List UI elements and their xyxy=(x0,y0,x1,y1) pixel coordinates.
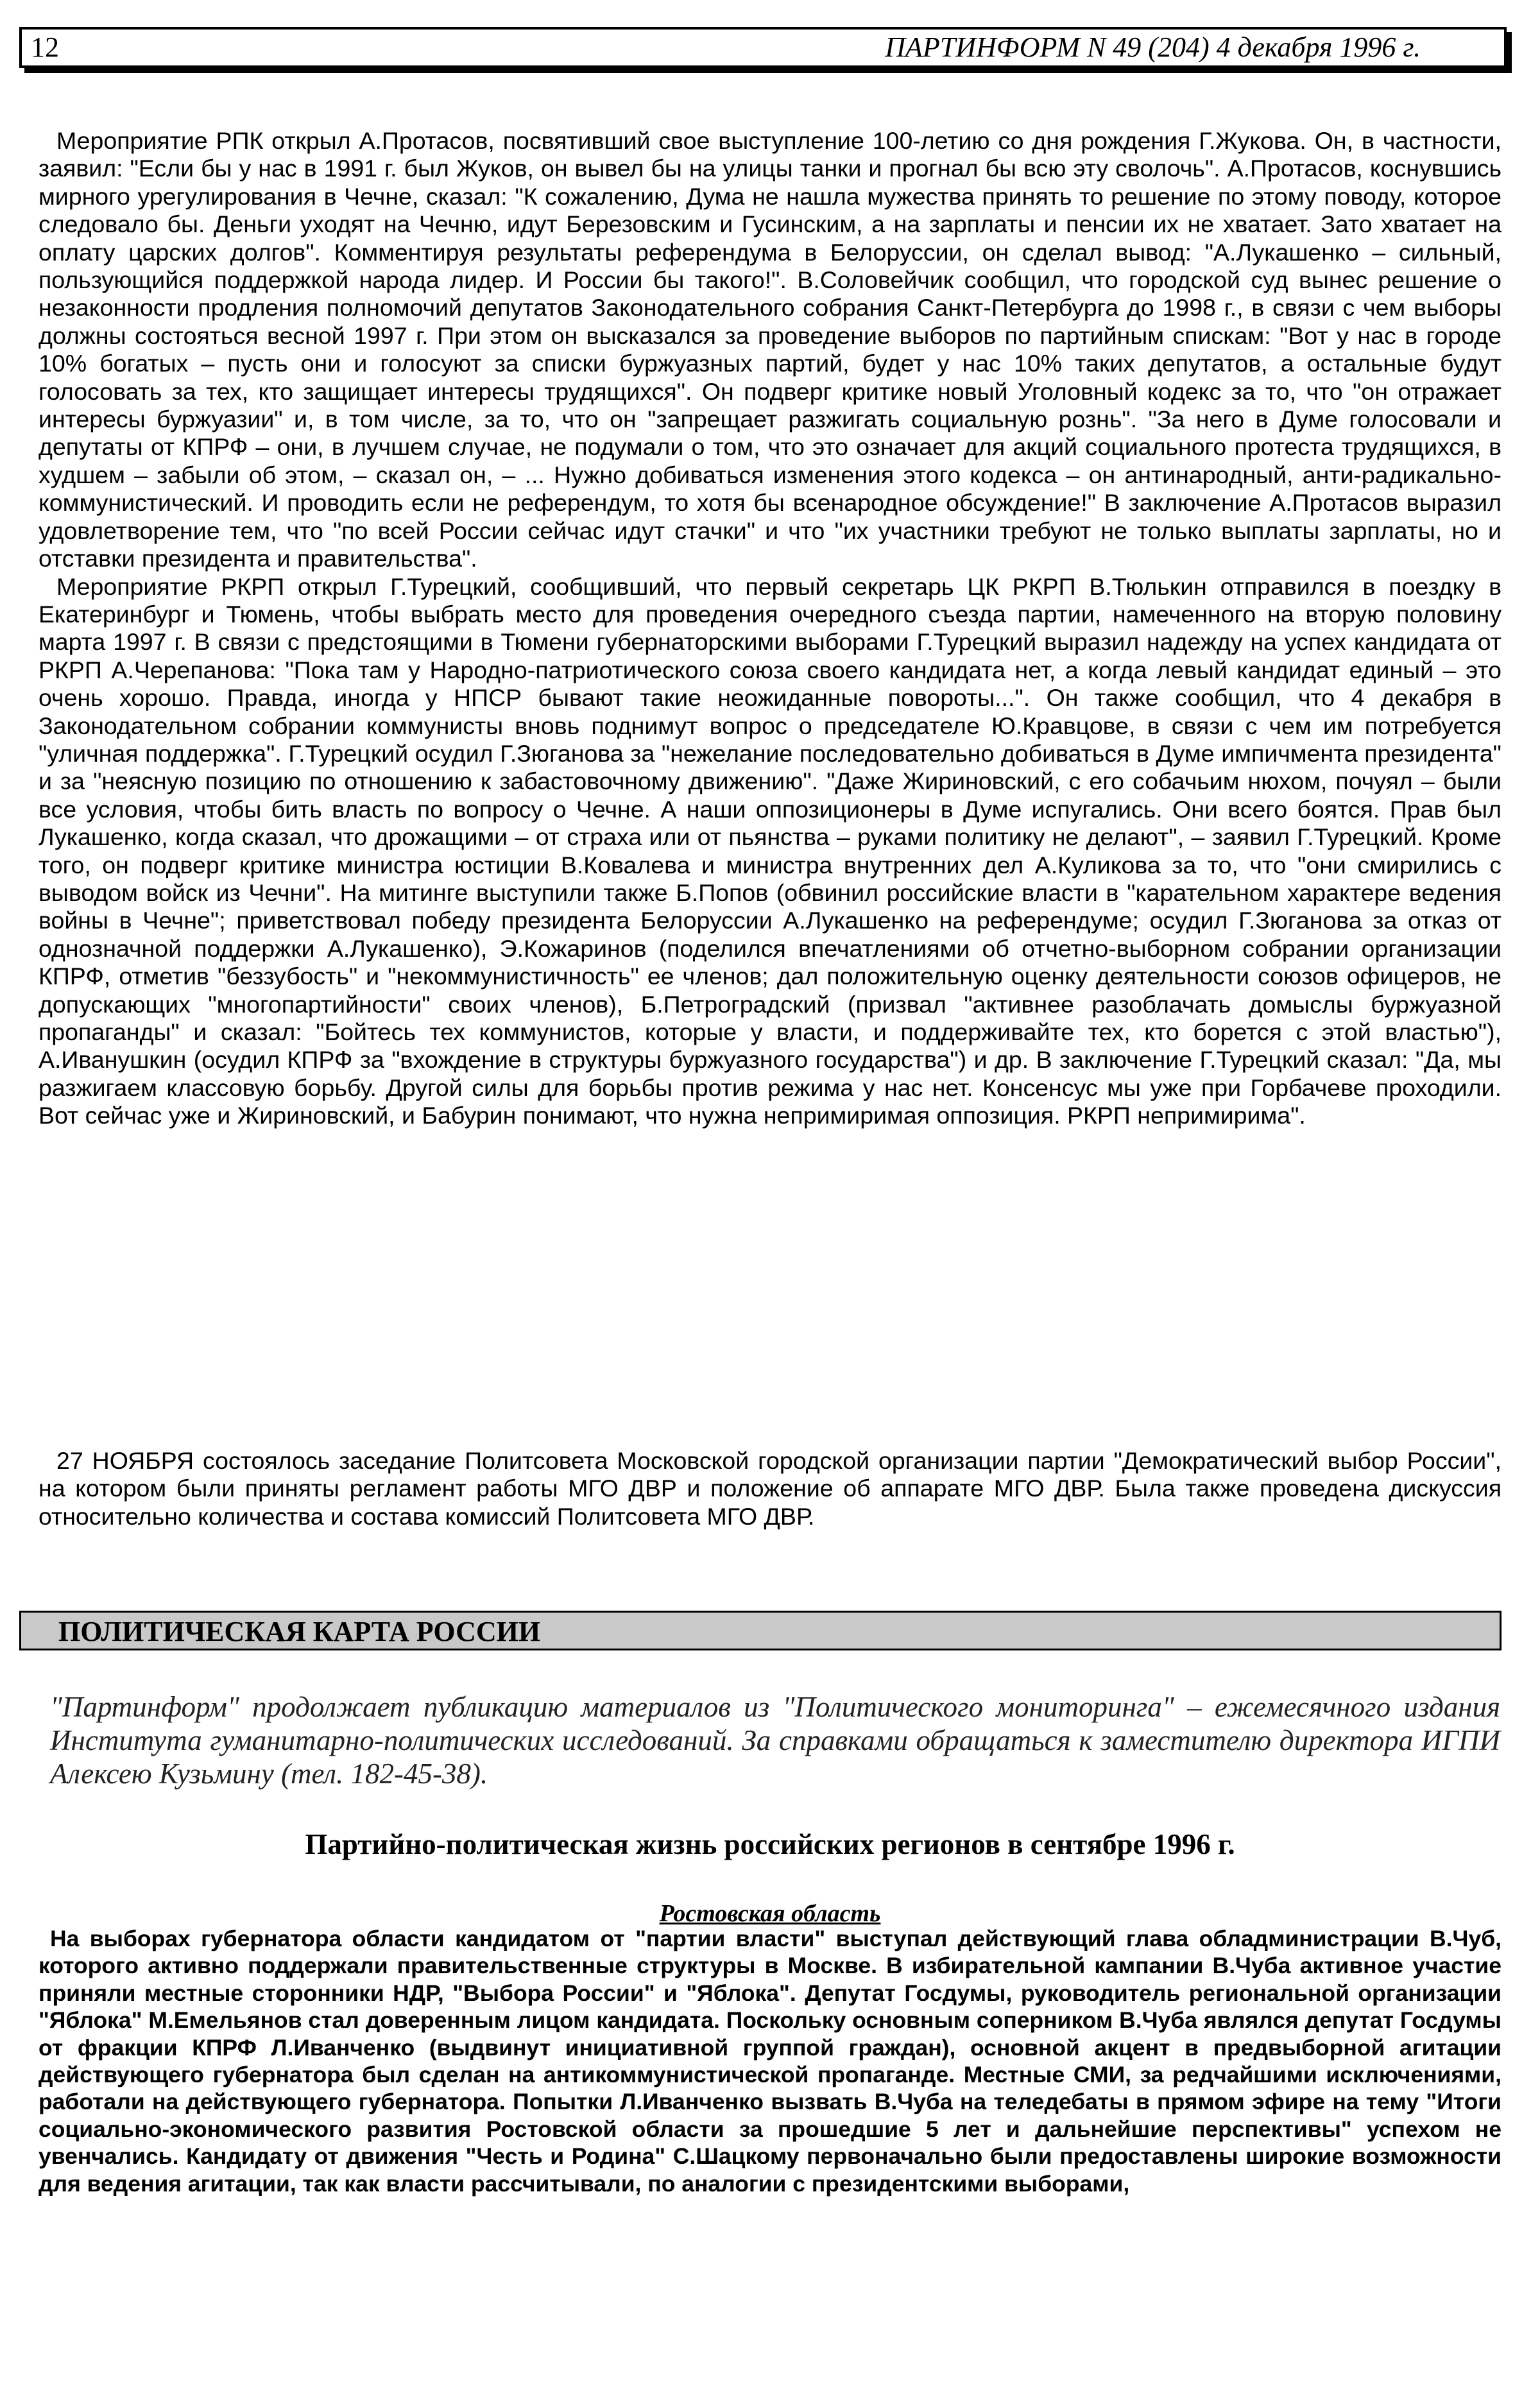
article-block-dvr xyxy=(38,1447,1502,1530)
article-block-rpk-rkrp xyxy=(38,127,1502,1130)
section-intro: "Партинформ" продолжает публикацию материалов из "Политического мониторинга" – ежемесячного издания Института гуманитарно-политических исследований. За справками обращаться к заместителю директора ИГПИ Алексею Кузьмину (тел. 182-45-38). xyxy=(50,1691,1500,1790)
publication-title: ПАРТИНФОРМ N 49 (204) 4 декабря 1996 г. xyxy=(885,31,1421,63)
article-subheading: Партийно-политическая жизнь российских регионов в сентябре 1996 г. xyxy=(305,1828,1235,1860)
section-heading-bar xyxy=(19,1611,1502,1650)
region-title: Ростовская область xyxy=(659,1900,881,1927)
paragraph-dvr: 27 НОЯБРЯ состоялось заседание Политсовета Московской городской организации партии "Демократический выбор России", на котором были приняты регламент работы МГО ДВР и положение об аппарате МГО ДВР. Была также проведена дискуссия относительно количества и состава комиссий Политсовета МГО ДВР. xyxy=(38,1447,1502,1530)
region-paragraph: На выборах губернатора области кандидатом от "партии власти" выступал действующий глава обладминистрации В.Чуб, которого активно поддержали правительственные структуры в Москве. В избирательной кампании В.Чуба активное участие приняли местные сторонники НДР, "Выбора России" и "Яблока". Депутат Госдумы, руководитель региональной организации "Яблока" М.Емельянов стал доверенным лицом кандидата. Поскольку основным соперником В.Чуба являлся депутат Госдумы от фракции КПРФ Л.Иванченко (выдвинут инициативной группой граждан), основной акцент в предвыборной агитации действующего губернатора был сделан на антикоммунистической пропаганде. Местные СМИ, за редчайшими исключениями, работали на действующего губернатора. Попытки Л.Иванченко вызвать В.Чуба на теледебаты в прямом эфире на тему "Итоги социально-экономического развития Ростовской области за прошедшие 5 лет и дальнейшие перспективы" успехом не увенчались. Кандидату от движения "Честь и Родина" С.Шацкому первоначально были предоставлены широкие возможности для ведения агитации, так как власти рассчитывали, по аналогии с президентскими выборами, xyxy=(38,1926,1502,2197)
region-article xyxy=(38,1925,1502,2197)
page-header xyxy=(19,27,1507,68)
paragraph-rpk: Мероприятие РПК открыл А.Протасов, посвятивший свое выступление 100-летию со дня рождения Г.Жукова. Он, в частности, заявил: "Если бы у нас в 1991 г. был Жуков, он вывел бы на улицы танки и прогнал бы всю эту сволочь". А.Протасов, коснувшись мирного урегулирования в Чечне, сказал: "К сожалению, Дума не нашла мужества принять то решение по этому поводу, которое следовало бы. Деньги уходят на Чечню, идут Березовским и Гусинским, а на зарплаты и пенсии их не хватает. Зато хватает на оплату царских долгов". Комментируя результаты референдума в Белоруссии, он сделал вывод: "А.Лукашенко – сильный, пользующийся поддержкой народа лидер. И России бы такого!". В.Соловейчик сообщил, что городской суд вынес решение о незаконности продления полномочий депутатов Законодательного собрания Санкт-Петербурга до 1998 г., в связи с чем выборы должны состояться весной 1997 г. При этом он высказался за проведение выборов по партийным спискам: "Вот у нас в городе 10% богатых – пусть они и голосуют за списки буржуазных партий, будет у нас 10% таких депутатов, а остальные будут голосовать за тех, кто защищает интересы трудящихся". Он подверг критике новый Уголовный кодекс за то, что "он отражает интересы буржуазии" и, в том числе, за то, что он "запрещает разжигать социальную рознь". "За него в Думе голосовали и депутаты от КПРФ – они, в лучшем случае, не подумали о том, что это означает для акций социального протеста трудящихся, в худшем – забыли об этом, – сказал он, – ... Нужно добиваться изменения этого кодекса – он антинародный, анти-радикально-коммунистический. И проводить если не референдум, то хотя бы всенародное обсуждение!" В заключение А.Протасов выразил удовлетворение тем, что "по всей России сейчас идут стачки" и что "их участники требуют не только выплаты зарплаты, но и отставки президента и правительства". xyxy=(38,127,1502,572)
paragraph-rkrp: Мероприятие РКРП открыл Г.Турецкий, сообщивший, что первый секретарь ЦК РКРП В.Тюлькин отправился в поездку в Екатеринбург и Тюмень, чтобы выбрать место для проведения очередного съезда партии, намеченного на вторую половину марта 1997 г. В связи с предстоящими в Тюмени губернаторскими выборами Г.Турецкий выразил надежду на успех кандидата от РКРП А.Черепанова: "Пока там у Народно-патриотического союза своего кандидата нет, а когда левый кандидат единый – это очень хорошо. Правда, иногда у НПСР бывают такие неожиданные повороты...". Он также сообщил, что 4 декабря в Законодательном собрании коммунисты вновь поднимут вопрос о председателе Ю.Кравцове, в связи с чем им потребуется "уличная поддержка". Г.Турецкий осудил Г.Зюганова за "нежелание последовательно добиваться в Думе импичмента президента" и за "неясную позицию по отношению к забастовочному движению". "Даже Жириновский, с его собачьим нюхом, почуял – были все условия, чтобы бить власть по вопросу о Чечне. А наши оппозиционеры в Думе испугались. Они всего боятся. Прав был Лукашенко, когда сказал, что дрожащими – от страха или от пьянства – руками политику не делают", – заявил Г.Турецкий. Кроме того, он подверг критике министра юстиции В.Ковалева и министра внутренних дел А.Куликова за то, что "они смирились с выводом войск из Чечни". На митинге выступили также Б.Попов (обвинил российские власти в "карательном характере ведения войны в Чечне"; приветствовал победу президента Белоруссии А.Лукашенко на референдуме; осудил Г.Зюганова за отказ от однозначной поддержки А.Лукашенко), Э.Кожаринов (поделился впечатлениями об отчетно-выборном собрании организации КПРФ, отметив "беззубость" и "некоммунистичность" ее членов; дал положительную оценку деятельности союзов офицеров, не допускающих "многопартийности" своих членов), Б.Петроградский (призвал "активнее разоблачать домыслы буржуазной пропаганды" и сказал: "Бойтесь тех коммунистов, которые у власти, и поддерживайте тех, кто борется с этой властью"), А.Иванушкин (осудил КПРФ за "вхождение в структуры буржуазного государства") и др. В заключение Г.Турецкий сказал: "Да, мы разжигаем классовую борьбу. Другой силы для борьбы против режима у нас нет. Консенсус мы уже при Горбачеве проходили. Вот сейчас уже и Жириновский, и Бабурин понимают, что нужна непримиримая оппозиция. РКРП непримирима". xyxy=(38,572,1502,1129)
section-title: ПОЛИТИЧЕСКАЯ КАРТА РОССИИ xyxy=(58,1616,541,1647)
page-number: 12 xyxy=(31,31,59,63)
